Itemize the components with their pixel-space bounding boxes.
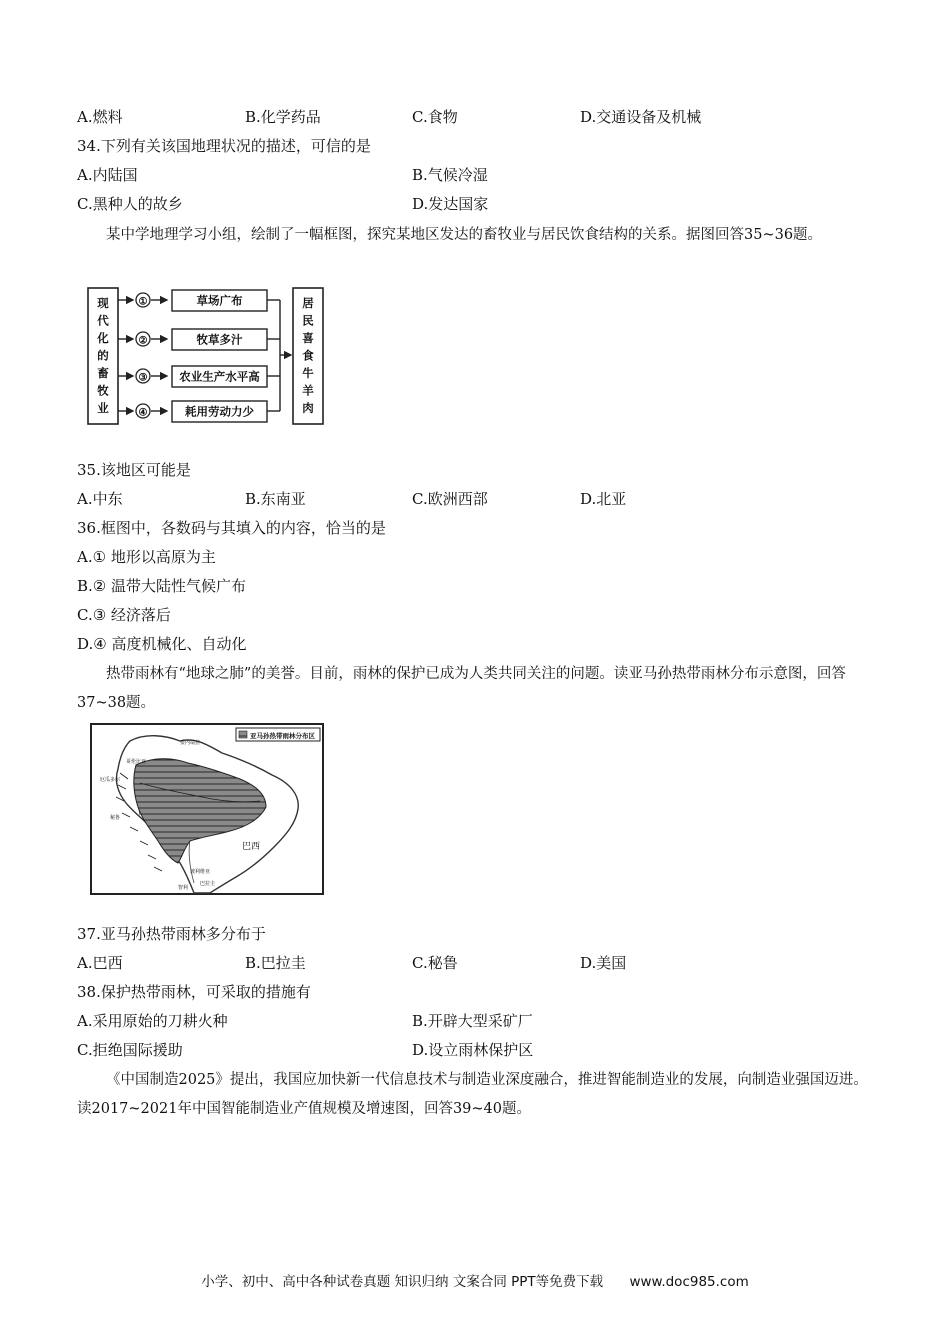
flowchart-item-1: 草场广布 xyxy=(196,293,243,308)
q36-option-a: A.① 地形以高原为主 xyxy=(77,548,216,566)
flowchart-item-3: 农业生产水平高 xyxy=(179,369,260,384)
map-country-label: 智利 xyxy=(178,885,189,891)
q37-option-b: B.巴拉圭 xyxy=(245,954,306,972)
amazon-rainforest-map xyxy=(90,723,324,895)
q35-stem: 35.该地区可能是 xyxy=(77,461,191,479)
q36-option-d: D.④ 高度机械化、自动化 xyxy=(77,635,247,653)
flowchart-left-label-char: 化 xyxy=(97,331,109,345)
flowchart-number-3: ③ xyxy=(138,372,148,384)
flowchart-right-label-char: 牛 xyxy=(302,366,314,380)
q37-option-c: C.秘鲁 xyxy=(412,954,458,972)
map-country-label: 厄瓜多尔 xyxy=(100,777,121,783)
flowchart-right-label-char: 民 xyxy=(302,313,314,328)
q34-option-b: B.气候冷湿 xyxy=(412,166,488,184)
map-country-label: 委内瑞拉 xyxy=(180,740,201,746)
flowchart-right-label-char: 喜 xyxy=(302,331,314,345)
flowchart-right-label-char: 羊 xyxy=(302,383,314,398)
map-label-brazil: 巴西 xyxy=(242,842,261,852)
map-country-label: 秘鲁 xyxy=(110,815,121,821)
map-country-label: 巴拉圭 xyxy=(200,881,216,887)
q35-option-b: B.东南亚 xyxy=(245,490,306,508)
page-footer xyxy=(0,1270,950,1290)
q33-option-a: A.燃料 xyxy=(77,108,123,126)
q34-option-c: C.黑种人的故乡 xyxy=(77,195,183,213)
q34-option-a: A.内陆国 xyxy=(77,166,138,184)
footer-text: 小学、初中、高中各种试卷真题 知识归纳 文案合同 PPT等免费下载 xyxy=(201,1274,604,1290)
q35-option-a: A.中东 xyxy=(77,490,123,508)
q36-stem: 36.框图中，各数码与其填入的内容，恰当的是 xyxy=(77,519,386,537)
q36-option-c: C.③ 经济落后 xyxy=(77,606,171,624)
map-country-label: 哥伦比亚 xyxy=(126,759,147,765)
q36-option-b: B.② 温带大陆性气候广布 xyxy=(77,577,247,595)
q37-option-a: A.巴西 xyxy=(77,954,123,972)
q35-option-d: D.北亚 xyxy=(580,490,627,508)
q38-option-b: B.开辟大型采矿厂 xyxy=(412,1012,533,1030)
q37-option-d: D.美国 xyxy=(580,954,627,972)
intro-35-36: 某中学地理学习小组，绘制了一幅框图，探究某地区发达的畜牧业与居民饮食结构的关系。据图回答35~36题。 xyxy=(106,227,823,243)
q34-option-d: D.发达国家 xyxy=(412,195,489,213)
flowchart-left-label-char: 现 xyxy=(97,296,109,310)
flowchart-item-2: 牧草多汁 xyxy=(196,332,243,347)
flowchart-right-label-char: 肉 xyxy=(302,401,314,415)
map-country-label: 玻利维亚 xyxy=(190,869,211,875)
q38-stem: 38.保护热带雨林，可采取的措施有 xyxy=(77,983,311,1001)
flowchart-left-label-char: 代 xyxy=(97,313,109,328)
q33-option-c: C.食物 xyxy=(412,108,458,126)
q37-stem: 37.亚马孙热带雨林多分布于 xyxy=(77,925,266,943)
q33-option-b: B.化学药品 xyxy=(245,108,321,126)
flowchart-number-4: ④ xyxy=(138,407,148,419)
map-legend-label: 亚马孙热带雨林分布区 xyxy=(250,732,315,740)
q35-option-c: C.欧洲西部 xyxy=(412,490,488,508)
legend-swatch xyxy=(239,731,247,738)
intro-39-40: 《中国制造2025》提出，我国应加快新一代信息技术与制造业深度融合，推进智能制造业的发展，向制造业强国迈进。读2017~2021年中国智能制造业产值规模及增速图，回答39~40题。 xyxy=(77,1072,868,1117)
flowchart-left-label-char: 畜 xyxy=(97,366,109,380)
flowchart-left-label-char: 的 xyxy=(97,348,109,363)
flowchart-left-label-char: 业 xyxy=(97,401,109,415)
flowchart-number-1: ① xyxy=(138,296,148,308)
q34-stem: 34.下列有关该国地理状况的描述，可信的是 xyxy=(77,137,371,155)
q38-option-a: A.采用原始的刀耕火种 xyxy=(77,1012,228,1030)
flowchart-left-label-char: 牧 xyxy=(97,383,109,398)
q33-option-d: D.交通设备及机械 xyxy=(580,108,702,126)
footer-site-link[interactable]: www.doc985.com xyxy=(629,1274,749,1290)
flowchart-item-4: 耗用劳动力少 xyxy=(185,404,254,419)
flowchart-right-label-char: 居 xyxy=(302,296,314,310)
flowchart-number-2: ② xyxy=(138,335,148,347)
intro-37-38: 热带雨林有“地球之肺”的美誉。目前，雨林的保护已成为人类共同关注的问题。读亚马孙热带雨林分布示意图，回答37~38题。 xyxy=(77,666,846,711)
q38-option-c: C.拒绝国际援助 xyxy=(77,1041,183,1059)
flowchart-right-label-char: 食 xyxy=(302,348,314,363)
q38-option-d: D.设立雨林保护区 xyxy=(412,1041,534,1059)
livestock-flowchart xyxy=(85,285,325,427)
